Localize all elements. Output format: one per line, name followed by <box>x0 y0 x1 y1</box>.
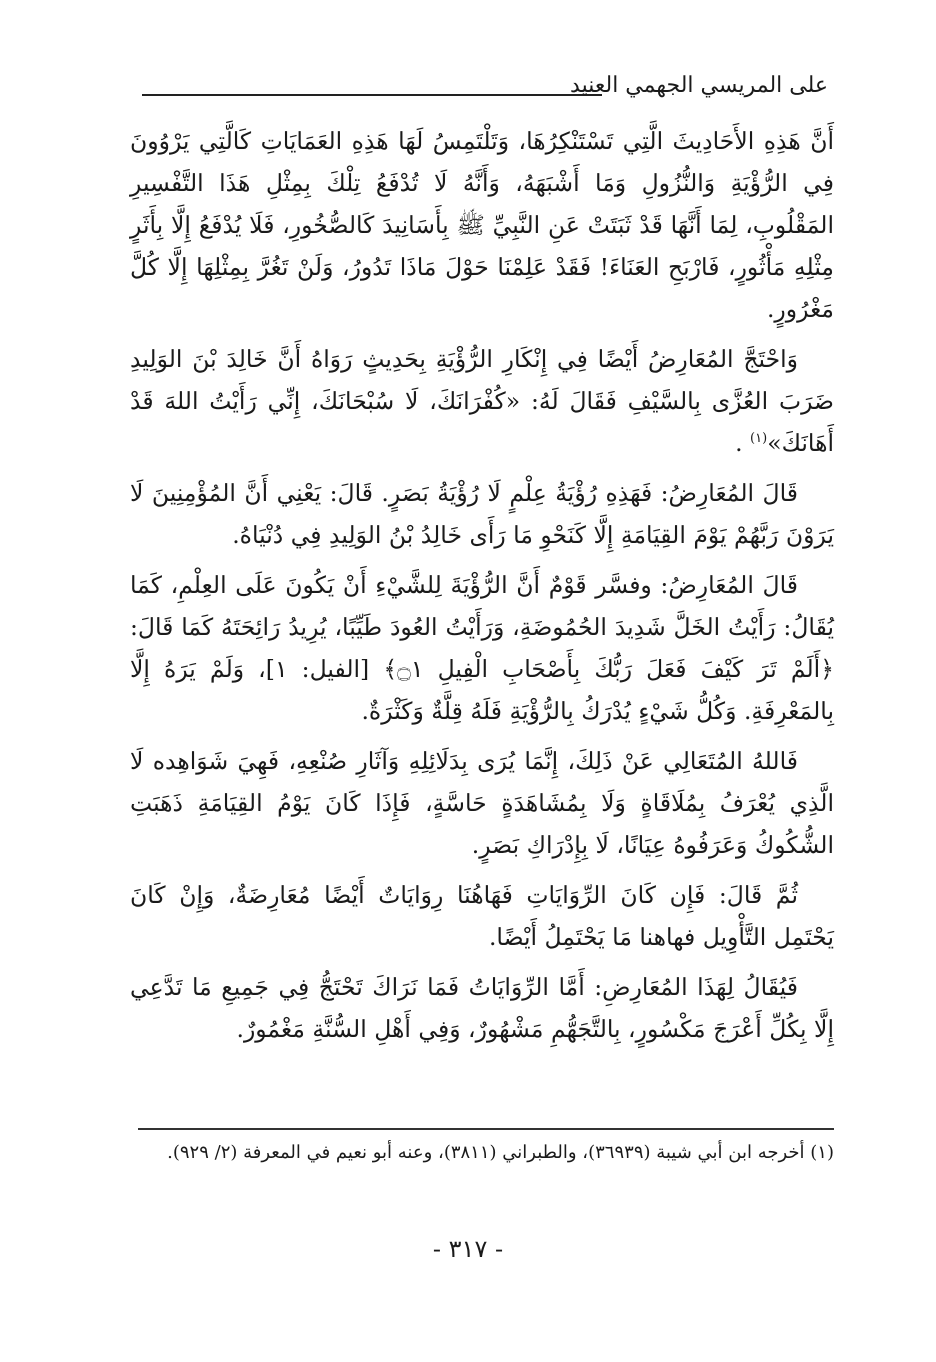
paragraph-7: ثُمَّ قَالَ: فَإِن كَانَ الرِّوَايَاتِ فَهَاهُنَا رِوَايَاتٌ أَيْضًا مُعَارِضَةٌ، وَإِنْ كَانَ يَحْتَمِل التَّأْوِيل فهاهنا مَا يَحْتَمِلُ أَيْضًا. <box>130 881 834 951</box>
paragraph-6: فَاللهُ المُتَعَالِي عَنْ ذَلِكَ، إِنَّمَا يُرَى بِدَلَائِلِهِ وَآثَارِ صُنْعِهِ، فَهِيَ شَوَاهِده لَا الَّذِي يُعْرَفُ بِمُلَاقَاةٍ وَلَا بِمُشَاهَدَةٍ حَاسَّةٍ، فَإِذَا كَانَ يَوْمُ القِيَامَةِ ذَهَبَتِ الشُّكُوكُ وَعَرَفُوهُ عِيَانًا، لَا بِإِدْرَاكِ بَصَرٍ. <box>130 747 834 859</box>
footnote-rule <box>138 1128 834 1130</box>
main-text <box>130 120 834 1058</box>
paragraph-3: قَالَ المُعَارِضُ: فَهَذِهِ رُؤْيَةُ عِلْمٍ لَا رُؤْيَةُ بَصَرٍ. قَالَ: يَعْنِي أَنَّ المُؤْمِنِينَ لَا يَرَوْنَ رَبَّهُمْ يَوْمَ القِيَامَةِ إِلَّا كَنَحْوِ مَا رَأَى خَالِدُ بْنُ الوَلِيدِ فِي دُنْيَاهُ. <box>130 479 834 549</box>
page-number: - ٣١٧ - <box>432 1235 504 1263</box>
paragraph-4-text: قَالَ المُعَارِضُ: وفسَّر قَوْمٌ أَنَّ الرُّؤْيَةَ لِلشَّيْءِ أَنْ يَكُونَ عَلَى العِلْمِ، كَمَا يُقَالُ: رَأَيْتُ الخَلَّ شَدِيدَ الحُمُوضَةِ، وَرَأَيْتُ العُودَ طَيِّبًا، يُرِيدُ رَائِحَتَهُ كَمَا قَالَ: <box>130 571 834 641</box>
footnote: (١) أخرجه ابن أبي شيبة (٣٦٩٣٩)، والطبراني (٣٨١١)، وعنه أبو نعيم في المعرفة (٢/ ٩٢٩). <box>167 1142 834 1163</box>
running-header <box>142 70 828 110</box>
paragraph-2-text: وَاحْتَجَّ المُعَارِضُ أَيْضًا فِي إِنْكَارِ الرُّؤْيَةِ بِحَدِيثٍ رَوَاهُ أَنَّ خَالِدَ بْنَ الوَلِيدِ ضَرَبَ العُزَّى بِالسَّيْفِ فَقَالَ لَهُ: «كُفْرَانَكَ، لَا سُبْحَانَكَ، إِنِّي رَأَيْتُ اللهَ قَدْ أَهَانَكَ» <box>130 345 834 457</box>
paragraph-1: أَنَّ هَذِهِ الأَحَادِيثَ الَّتِي تَسْتَنْكِرُهَا، وَتَلْتَمِسُ لَهَا هَذِهِ العَمَايَاتِ كَالَّتِي يَرْوُونَ فِي الرُّؤْيَةِ وَالنُّزُولِ وَمَا أَشْبَهَهُ، وَأَنَّهُ لَا تُدْفَعُ تِلْكَ بِمِثْلِ هَذَا التَّفْسِيرِ المَقْلُوبِ، لِمَا أَنَّهَا قَدْ ثَبَتَتْ عَنِ النَّبِيِّ ﷺ بِأَسَانِيدَ كَالصُّخُورِ، فَلَا يُدْفَعُ إِلَّا بِأَثَرٍ مِثْلِهِ مَأْثُورٍ، فَارْبَحِ العَنَاءَ! فَقَدْ عَلِمْنَا حَوْلَ مَاذَا تَدُورُ، وَلَنْ تَغُرَّ بِمِثْلِهَا إِلَّا كُلَّ مَغْرُورٍ. <box>130 127 834 323</box>
quran-verse: ﴿أَلَمْ تَرَ كَيْفَ فَعَلَ رَبُّكَ بِأَصْحَابِ الْفِيلِ ۝١﴾ <box>383 655 834 683</box>
paragraph-5-text: وَكُلُّ شَيْءٍ يُدْرَكُ بِالرُّؤْيَةِ فَلَهُ قِلَّةٌ وَكَثْرَةٌ. <box>361 697 737 725</box>
paragraph-4-end: ، وَلَمْ يَرَهُ إِلَّا بِالمَعْرِفَةِ. <box>130 655 834 725</box>
header-title: على المريسي الجهمي العنيد <box>570 73 828 98</box>
paragraph-8: فَيُقَالُ لِهَذَا المُعَارِضِ: أَمَّا الرِّوَايَاتُ فَمَا نَرَاكَ تَحْتَجُّ فِي جَمِيعِ مَا تَدَّعِي إِلَّا بِكُلِّ أَعْرَجَ مَكْسُورٍ، بِالتَّجَهُّمِ مَشْهُورٌ، وَفِي أَهْلِ السُّنَّةِ مَغْمُورٌ. <box>130 973 834 1043</box>
paragraph-2: وَاحْتَجَّ المُعَارِضُ أَيْضًا فِي إِنْكَارِ الرُّؤْيَةِ بِحَدِيثٍ رَوَاهُ أَنَّ خَالِدَ بْنَ الوَلِيدِ ضَرَبَ العُزَّى بِالسَّيْفِ فَقَالَ لَهُ: «كُفْرَانَكَ، لَا سُبْحَانَكَ، إِنِّي رَأَيْتُ اللهَ قَدْ أَهَانَكَ»$^{(١)}$ . <box>130 345 834 457</box>
quran-reference: [الفيل: ١] <box>265 655 370 683</box>
footnote-reference[interactable]: (١) <box>750 431 768 447</box>
header-rule <box>142 94 602 96</box>
paragraph-4 <box>130 564 834 732</box>
